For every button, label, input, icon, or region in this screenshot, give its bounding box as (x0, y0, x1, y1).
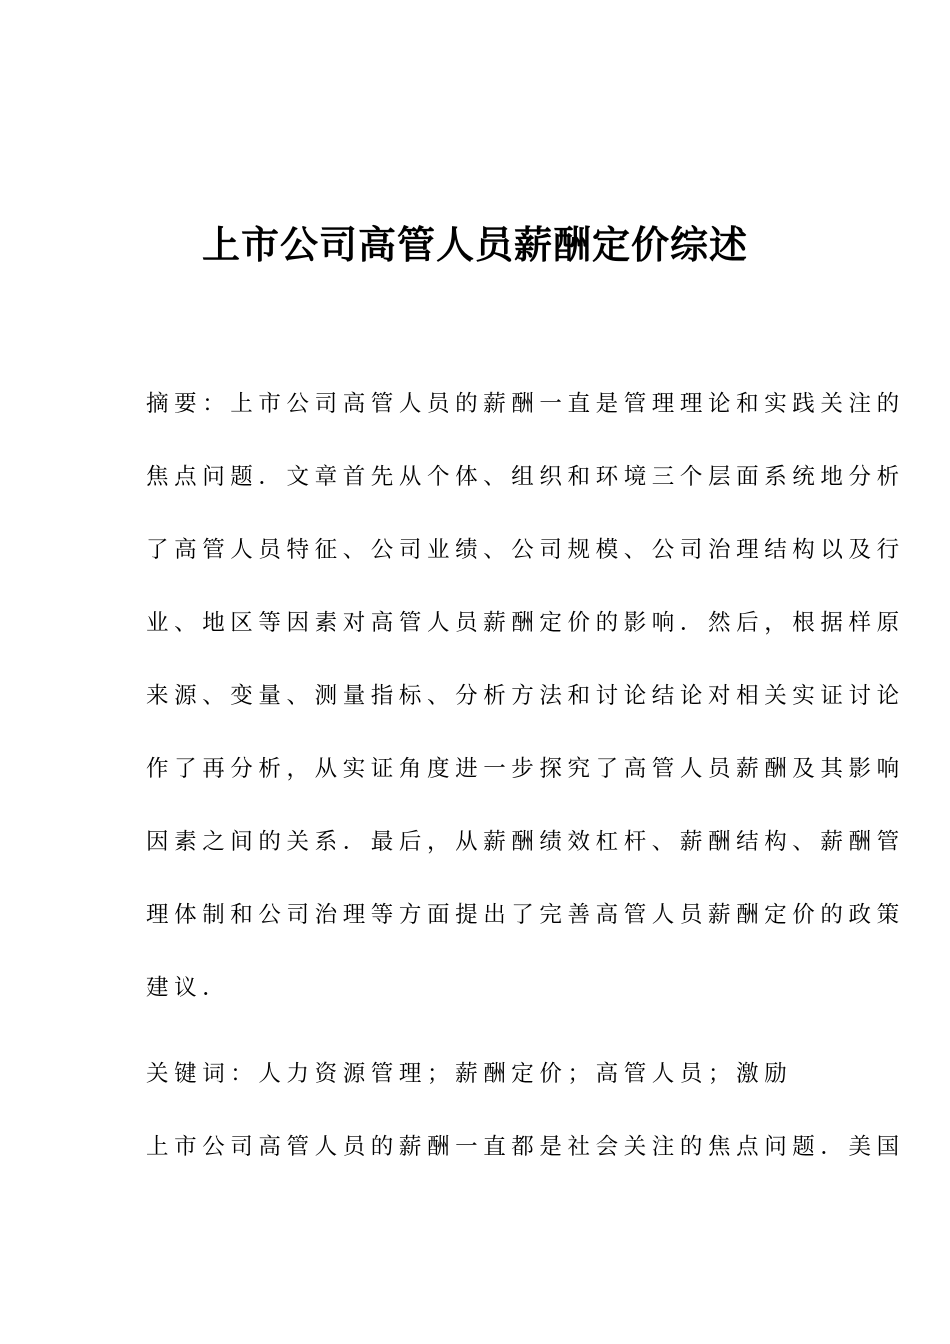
abstract-line-5: 来源、变量、测量指标、分析方法和讨论结论对相关实证讨论 (146, 683, 905, 709)
body-paragraph-first-line: 上市公司高管人员的薪酬一直都是社会关注的焦点问题．美国 (146, 1134, 905, 1160)
abstract-line-7: 因素之间的关系．最后，从薪酬绩效杠杆、薪酬结构、薪酬管 (146, 829, 905, 855)
keywords-line: 关键词：人力资源管理；薪酬定价；高管人员；激励 (146, 1061, 793, 1087)
abstract-line-6: 作了再分析，从实证角度进一步探究了高管人员薪酬及其影响 (146, 756, 905, 782)
abstract-line-9: 建议． (146, 975, 231, 1001)
abstract-line-2: 焦点问题．文章首先从个体、组织和环境三个层面系统地分析 (146, 464, 905, 490)
abstract-line-8: 理体制和公司治理等方面提出了完善高管人员薪酬定价的政策 (146, 902, 905, 928)
abstract-line-3: 了高管人员特征、公司业绩、公司规模、公司治理结构以及行 (146, 537, 905, 563)
abstract-line-1: 摘要：上市公司高管人员的薪酬一直是管理理论和实践关注的 (146, 391, 905, 417)
abstract-line-4: 业、地区等因素对高管人员薪酬定价的影响．然后，根据样原 (146, 610, 905, 636)
document-title: 上市公司高管人员薪酬定价综述 (201, 223, 748, 267)
